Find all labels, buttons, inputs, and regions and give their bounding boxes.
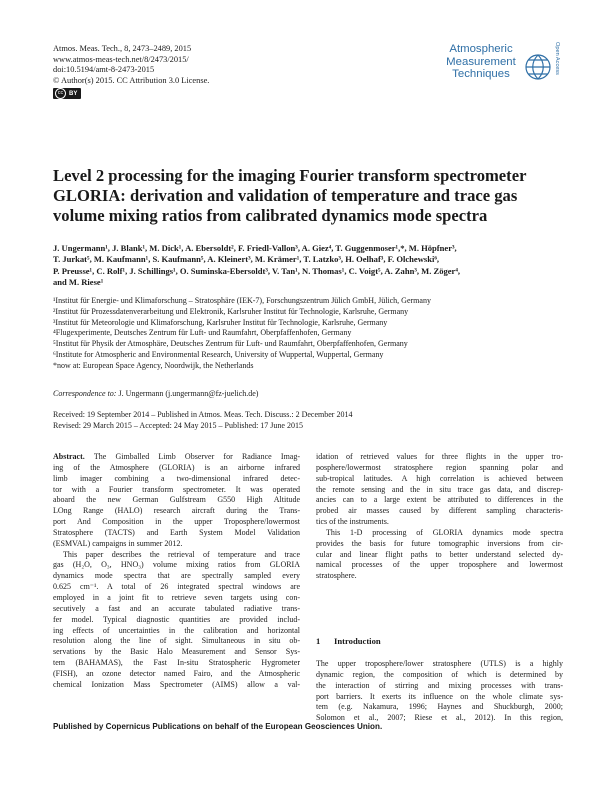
abstract-line: fer model. Typical diagnostic quantities are provided includ- <box>53 614 300 624</box>
title-line: volume mixing ratios from calibrated dynamics mode spectra <box>53 206 488 225</box>
abstract-line: port And Composition in the upper Troposphere/lowermost <box>53 517 300 527</box>
abstract-line: provides the basis for future tomographic inversions from cir- <box>316 538 563 548</box>
intro-line: tem (e.g. Nakamura, 1996; Haynes and Shuckburgh, 2000; <box>316 702 563 712</box>
abstract-line: aboard the new German Gulfstream G550 High Altitude <box>53 495 300 505</box>
correspondence-email[interactable]: J. Ungermann (j.ungermann@fz-juelich.de) <box>116 389 259 398</box>
introduction-text <box>316 659 563 724</box>
intro-line: The upper troposphere/lower stratosphere (UTLS) is a highly <box>316 659 563 668</box>
abstract <box>53 452 300 691</box>
affiliation-list <box>53 296 561 372</box>
abstract-line: ancies can to a large extent be attributed to differences in the <box>316 495 563 505</box>
abstract-line: stratosphere. <box>316 571 357 581</box>
section-number: 1 <box>316 636 321 646</box>
abstract-line: probed air masses caused by different sampling characteris- <box>316 506 563 516</box>
abstract-line: idation of retrieved values for three flights in the upper tro- <box>316 452 563 461</box>
affiliation: ³Institut für Meteorologie und Klimaforschung, Karlsruher Institut für Technologie, Karlsruhe, Germany <box>53 317 388 327</box>
date-line: Revised: 29 March 2015 – Accepted: 24 May 2015 – Published: 17 June 2015 <box>53 420 303 430</box>
abstract-line: tem (BAHAMAS), the Fast In-situ Stratospheric Hygrometer <box>53 658 300 668</box>
open-access-label: Open Access <box>554 42 560 75</box>
abstract-line: ing effects of uncertainties in the calibration and horizontal <box>53 625 300 635</box>
publication-dates <box>53 410 352 432</box>
publisher-footer: Published by Copernicus Publications on behalf of the European Geosciences Union. <box>53 722 383 731</box>
abstract-line: tor with a Fourier transform spectrometer. It was operated <box>53 484 300 494</box>
abstract-continued <box>316 452 563 582</box>
abstract-line: (FISH), an ozone detector named Fairo, and the Atmospheric <box>53 668 300 678</box>
correspondence-label: Correspondence to: <box>53 389 117 398</box>
journal-name-line-3: Techniques <box>452 68 510 81</box>
article-url[interactable]: www.atmos-meas-tech.net/8/2473/2015/ <box>53 54 189 64</box>
abstract-line: the remote sensing and the in situ trace gas data, and discrep- <box>316 484 563 494</box>
date-line: Received: 19 September 2014 – Published in Atmos. Meas. Tech. Discuss.: 2 December 2014 <box>53 410 353 419</box>
abstract-line: LOng Range (HALO) research aircraft during the Trans- <box>53 506 300 516</box>
cc-by-label: BY <box>69 90 78 97</box>
copyright-line: © Author(s) 2015. CC Attribution 3.0 License. <box>53 75 210 85</box>
abstract-line: dynamics mode spectra that are spectrally sampled every <box>53 571 300 581</box>
abstract-line: (ESMVAL) campaigns in summer 2012. <box>53 538 183 548</box>
abstract-line: gas (H₂O, O₃, HNO₃) volume mixing ratios from GLORIA <box>53 560 300 570</box>
author-line: P. Preusse¹, C. Rolf¹, J. Schillings¹, O. Suminska-Ebersoldt³, V. Tan¹, N. Thomas¹, C. Voigt⁵, A. Zahn³, M. Zöger⁴, <box>53 265 461 276</box>
abstract-line: cular and linear flight paths to better understand selected dy- <box>316 549 563 559</box>
abstract-label: Abstract. <box>53 452 85 461</box>
abstract-line: resolution along the line of sight. Simultaneous in situ ob- <box>53 636 300 646</box>
abstract-line: This 1-D processing of GLORIA dynamics mode spectra <box>326 527 563 537</box>
abstract-line <box>53 452 300 463</box>
abstract-line: namical processes of the upper troposphere and lowermost <box>316 560 563 570</box>
author-list <box>53 243 561 289</box>
intro-line: dynamic region, the composition of which is determined by <box>316 669 563 679</box>
title-line: Level 2 processing for the imaging Fourier transform spectrometer <box>53 166 527 185</box>
author-line: T. Jurkat⁵, M. Kaufmann¹, S. Kaufmann⁵, A. Kleinert³, M. Krämer¹, T. Latzko³, H. Oelhaf³, F. Olchewski⁶, <box>53 254 440 265</box>
abstract-line: This paper describes the retrieval of temperature and trace <box>63 549 300 559</box>
intro-line: the interaction of stirring and mixing processes with trans- <box>316 680 563 690</box>
doi[interactable]: doi:10.5194/amt-8-2473-2015 <box>53 65 155 75</box>
cc-icon: cc <box>55 88 66 99</box>
cc-license-badge[interactable] <box>53 88 81 99</box>
journal-logo-icon <box>498 36 572 94</box>
abstract-line-text: The Gimballed Limb Observer for Radiance Imag- <box>84 452 300 461</box>
abstract-line: limb imager combining a two-dimensional infrared detec- <box>53 473 300 483</box>
abstract-line: employed in a joint fit to retrieve seven targets using con- <box>53 592 300 602</box>
intro-line: Solomon et al., 2007; Riese et al., 2012). In this region, <box>316 713 563 723</box>
affiliation: ²Institut für Prozessdatenverarbeitung und Elektronik, Karlsruher Institut für Technologie, Karlsruhe, Germany <box>53 306 409 316</box>
author-line: and M. Riese¹ <box>53 277 104 288</box>
affiliation: ¹Institut für Energie- und Klimaforschung – Stratosphäre (IEK-7), Forschungszentrum Jülich GmbH, Jülich, Germany <box>53 296 431 305</box>
journal-name-line-1: Atmospheric <box>449 43 513 55</box>
author-line: J. Ungermann¹, J. Blank¹, M. Dick¹, A. Ebersoldt², F. Friedl-Vallon³, A. Giez⁴, T. Guggenmoser¹,*, M. Höpfner³, <box>53 243 457 253</box>
affiliation: *now at: European Space Agency, Noordwijk, the Netherlands <box>53 360 254 370</box>
abstract-line: chemical Ionization Mass Spectrometer (AIMS) allow a val- <box>53 679 300 689</box>
article-metadata <box>53 44 209 99</box>
section-heading-introduction <box>316 636 381 646</box>
abstract-line: servations by the Basic Halo Measurement and Sensor Sys- <box>53 647 300 657</box>
article-title <box>53 166 553 226</box>
title-line: GLORIA: derivation and validation of temperature and trace gas <box>53 186 518 205</box>
abstract-line: ing of the Atmosphere (GLORIA) is an airborne infrared <box>53 462 300 472</box>
abstract-line: Stratosphere (TACTS) and Earth System Model Validation <box>53 527 300 537</box>
abstract-line: secutively a fast and an accurate tabulated radiative trans- <box>53 603 300 613</box>
abstract-line: sub-tropical latitudes. A high correlation is achieved between <box>316 473 563 483</box>
affiliation: ⁶Institute for Atmospheric and Environmental Research, University of Wuppertal, Wuppertal, Germany <box>53 349 384 359</box>
journal-reference: Atmos. Meas. Tech., 8, 2473–2489, 2015 <box>53 44 192 53</box>
affiliation: ⁴Flugexperimente, Deutsches Zentrum für Luft- und Raumfahrt, Oberpfaffenhofen, Germany <box>53 328 352 338</box>
affiliation: ⁵Institut für Physik der Atmosphäre, Deutsches Zentrum für Luft- und Raumfahrt, Oberpfaffenhofen, Germany <box>53 339 408 349</box>
abstract-line: tics of the instruments. <box>316 517 389 527</box>
abstract-line: 0.625 cm⁻¹. A total of 26 integrated spectral windows are <box>53 582 300 592</box>
correspondence <box>53 389 258 398</box>
abstract-line: posphere/lowermost stratosphere region spanning polar and <box>316 462 563 472</box>
intro-line: port barriers. It exerts its influence on the whole climate sys- <box>316 691 563 701</box>
journal-name-line-2: Measurement <box>446 55 516 68</box>
section-title: Introduction <box>334 636 381 646</box>
